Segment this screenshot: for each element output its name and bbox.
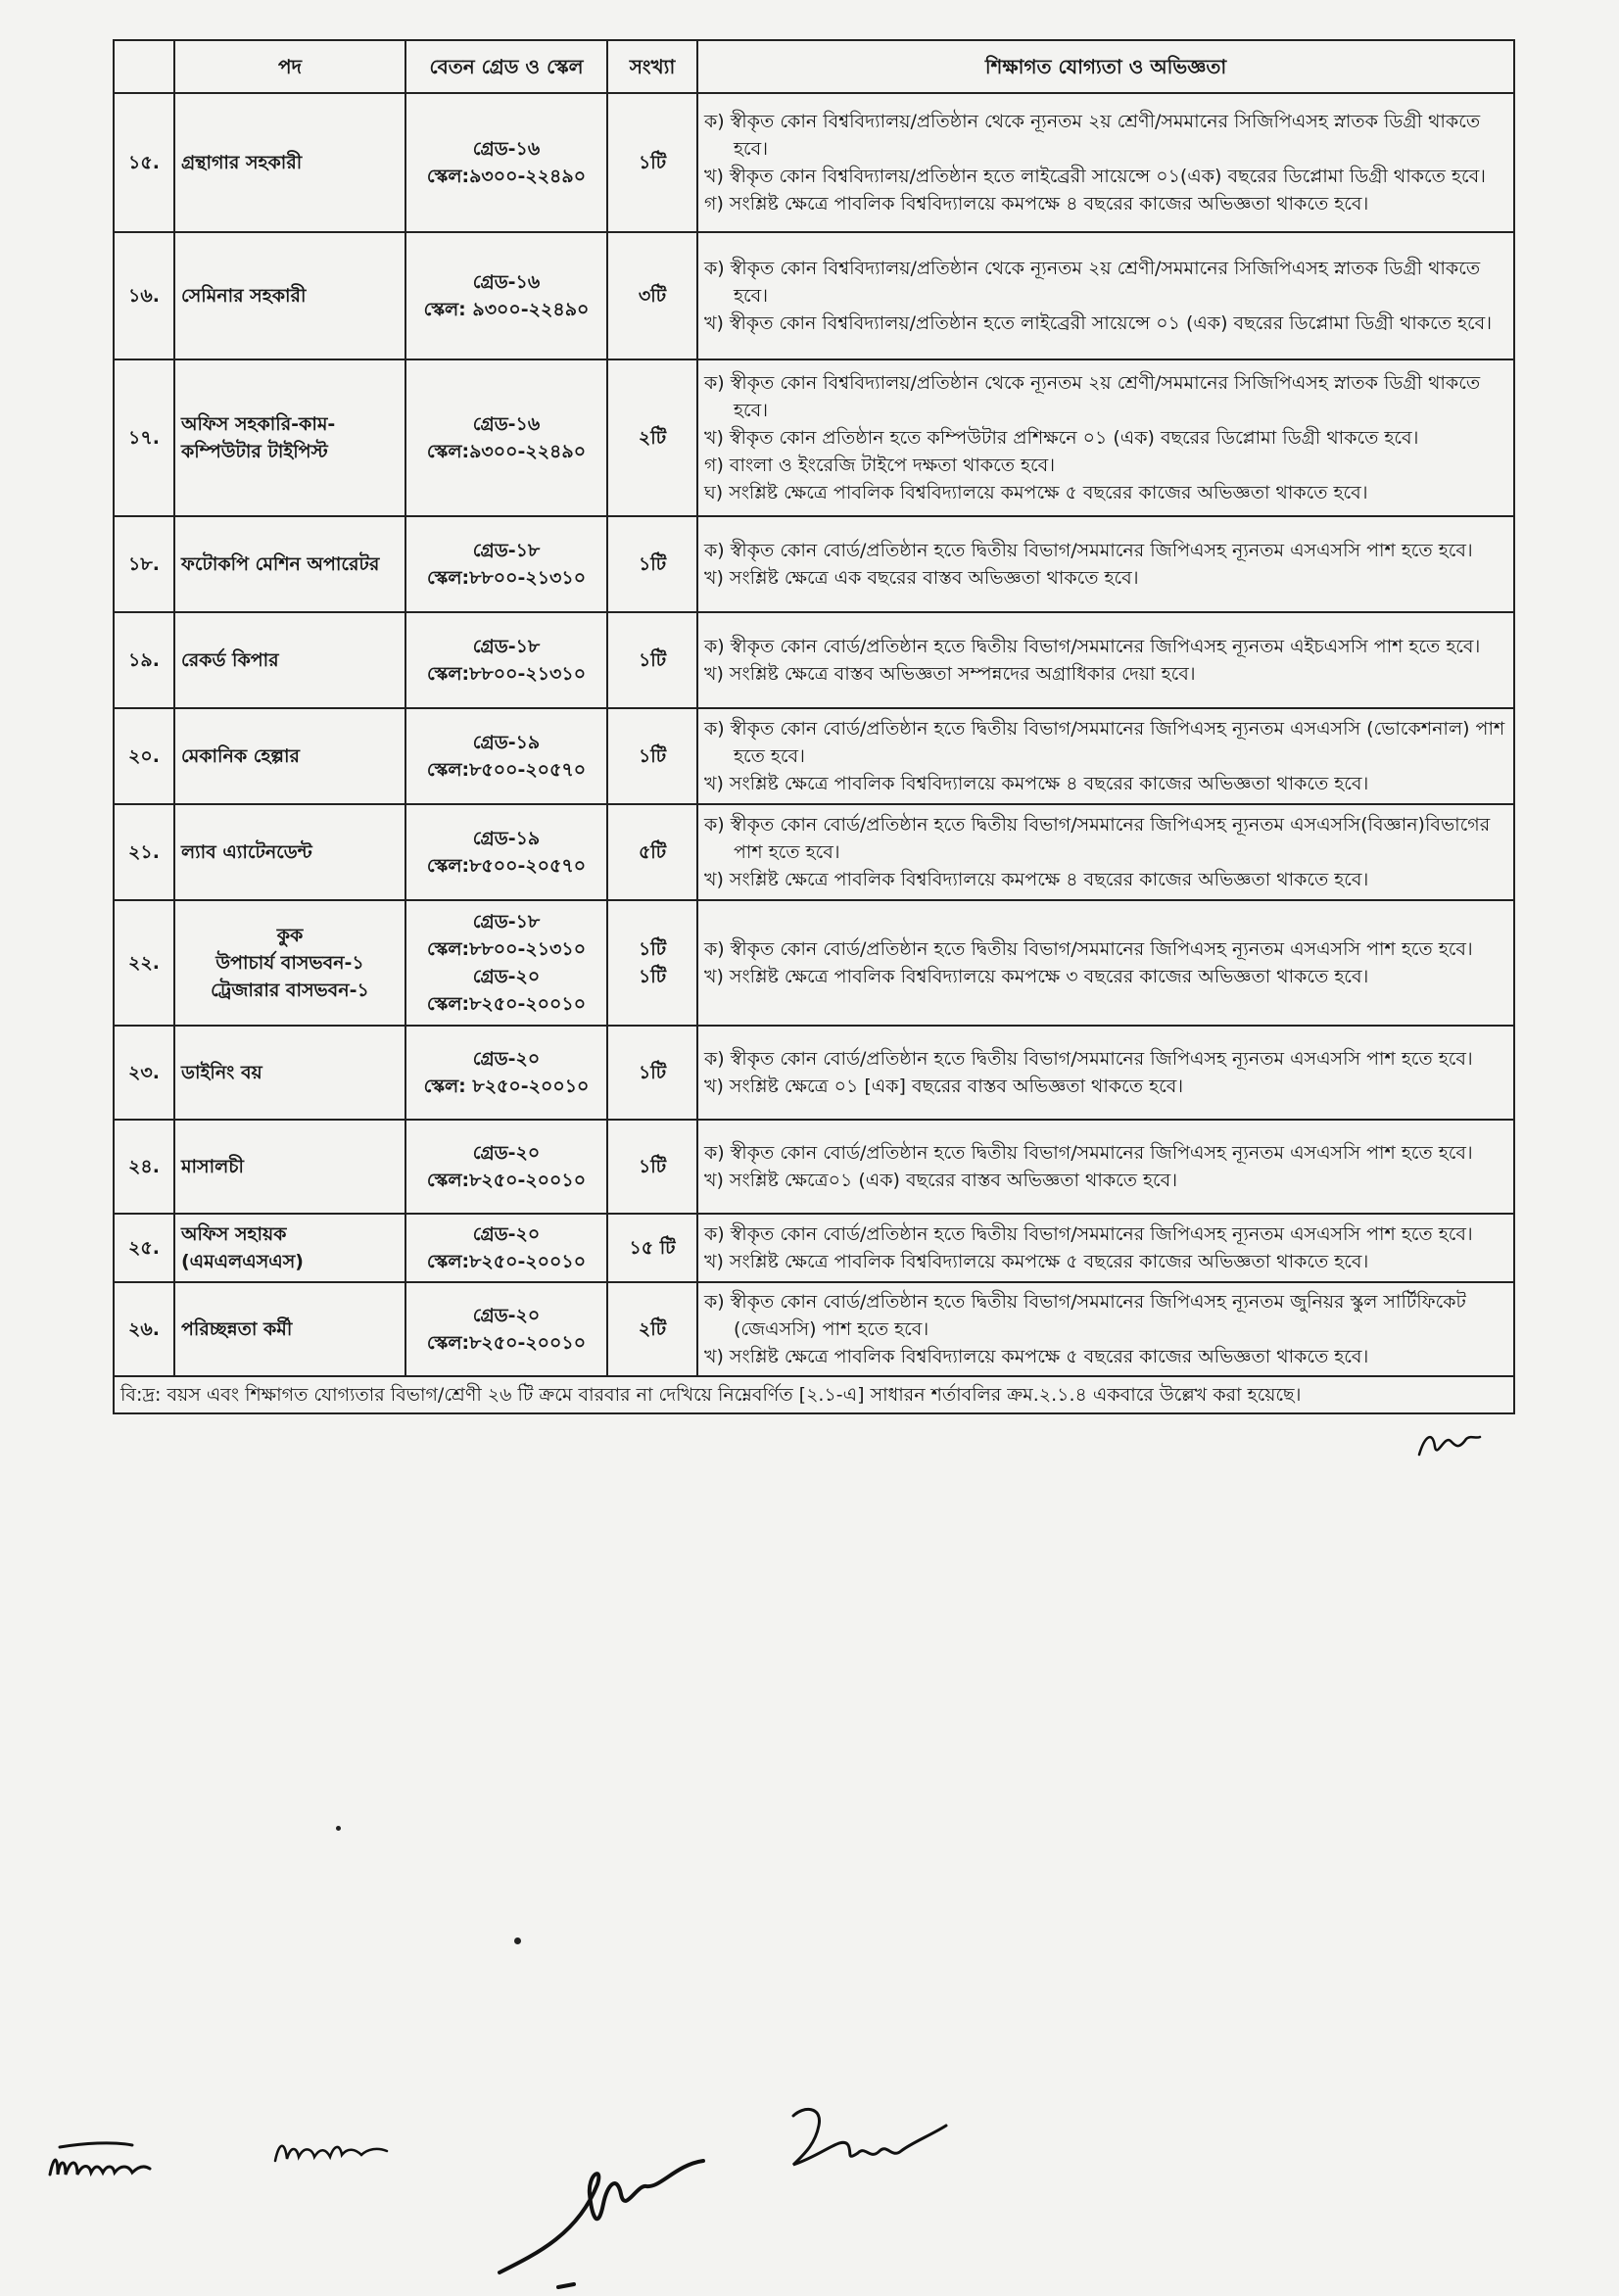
qualification-item: ক) স্বীকৃত কোন বোর্ড/প্রতিষ্ঠান হতে দ্বিতীয় বিভাগ/সমমানের জিপিএসহ ন্যূনতম এসএসসি পাশ হতে হবে।	[704, 1142, 1473, 1164]
table-row	[114, 900, 1514, 1026]
row-scale	[405, 1120, 607, 1214]
row-post-line: কুক	[276, 925, 304, 946]
qualification-item: ক) স্বীকৃত কোন বোর্ড/প্রতিষ্ঠান হতে দ্বিতীয় বিভাগ/সমমানের জিপিএসহ ন্যূনতম এসএসসি পাশ হতে হবে।	[704, 1223, 1473, 1245]
row-scale-range: স্কেল:৮২৫০-২০০১০	[426, 1332, 587, 1354]
qualification-item: খ) সংশ্লিষ্ট ক্ষেত্রে পাবলিক বিশ্ববিদ্যালয়ে কমপক্ষে ৩ বছরের কাজের অভিজ্ঞতা থাকতে হবে।	[704, 966, 1369, 987]
row-serial: ১৫.	[114, 93, 174, 232]
row-scale	[405, 359, 607, 516]
table-row	[114, 612, 1514, 708]
table-header-row	[114, 40, 1514, 93]
row-serial: ২০.	[114, 708, 174, 804]
row-scale	[405, 516, 607, 612]
row-count-line: ১টি	[638, 966, 667, 987]
row-scale-range: স্কেল:৯৩০০-২২৪৯০	[426, 441, 587, 462]
row-qualifications	[697, 359, 1514, 516]
row-grade: গ্রেড-১৮	[472, 636, 541, 657]
qualification-item: খ) সংশ্লিষ্ট ক্ষেত্রে বাস্তব অভিজ্ঞতা সম্পন্নদের অগ্রাধিকার দেয়া হবে।	[704, 663, 1196, 685]
row-post: গ্রন্থাগার সহকারী	[174, 93, 405, 232]
signature-1-drawing	[44, 2135, 191, 2194]
signature-2-drawing	[269, 2126, 416, 2175]
row-serial: ১৮.	[114, 516, 174, 612]
row-grade: গ্রেড-১৮	[472, 540, 541, 561]
row-count: ১টি	[607, 1120, 697, 1214]
row-qualifications	[697, 1026, 1514, 1120]
qualification-item: খ) সংশ্লিষ্ট ক্ষেত্রে ০১ [এক] বছরের বাস্তব অভিজ্ঞতা থাকতে হবে।	[704, 1076, 1184, 1097]
qualification-item: খ) সংশ্লিষ্ট ক্ষেত্রে এক বছরের বাস্তব অভিজ্ঞতা থাকতে হবে।	[704, 567, 1139, 589]
row-scale	[405, 93, 607, 232]
qualification-item: ক) স্বীকৃত কোন বোর্ড/প্রতিষ্ঠান হতে দ্বিতীয় বিভাগ/সমমানের জিপিএসহ ন্যূনতম এসএসসি পাশ হতে হবে।	[704, 540, 1473, 561]
qualification-item: ক) স্বীকৃত কোন বোর্ড/প্রতিষ্ঠান হতে দ্বিতীয় বিভাগ/সমমানের জিপিএসহ ন্যূনতম এসএসসি পাশ হতে হবে।	[704, 938, 1473, 960]
row-qualifications	[697, 1120, 1514, 1214]
qualification-item: ক) স্বীকৃত কোন বিশ্ববিদ্যালয়/প্রতিষ্ঠান থেকে ন্যূনতম ২য় শ্রেণী/সমমানের সিজিপিএসহ স্নাতক ডিগ্রী থাকতে হবে।	[704, 258, 1481, 307]
qualification-item: খ) স্বীকৃত কোন বিশ্ববিদ্যালয়/প্রতিষ্ঠান হতে লাইব্রেরী সায়েন্সে ০১ (এক) বছরের ডিপ্লোমা ডিগ্রী থাকতে হবে।	[704, 312, 1492, 334]
qualification-item: খ) স্বীকৃত কোন প্রতিষ্ঠান হতে কম্পিউটার প্রশিক্ষনে ০১ (এক) বছরের ডিপ্লোমা ডিগ্রী থাকতে হবে।	[704, 427, 1419, 449]
row-grade: গ্রেড-২০	[472, 1142, 541, 1164]
row-qualifications	[697, 232, 1514, 359]
row-count	[607, 900, 697, 1026]
row-qualifications	[697, 516, 1514, 612]
table-row	[114, 1282, 1514, 1376]
row-post-line: (এমএলএসএস)	[181, 1251, 304, 1272]
row-grade: গ্রেড-১৬	[472, 271, 541, 293]
row-post	[174, 1214, 405, 1282]
row-grade: গ্রেড-২০	[472, 1305, 541, 1326]
qualification-item: খ) সংশ্লিষ্ট ক্ষেত্রে০১ (এক) বছরের বাস্তব অভিজ্ঞতা থাকতে হবে।	[704, 1170, 1178, 1191]
row-count: ২টি	[607, 359, 697, 516]
row-qualifications	[697, 1214, 1514, 1282]
qualification-item: ক) স্বীকৃত কোন বোর্ড/প্রতিষ্ঠান হতে দ্বিতীয় বিভাগ/সমমানের জিপিএসহ ন্যূনতম জুনিয়র স্কুল সার্টিফিকেট (জেএসসি) পাশ হতে হবে।	[704, 1291, 1466, 1340]
row-scale	[405, 232, 607, 359]
row-grade: গ্রেড-১৬	[472, 138, 541, 160]
table-row	[114, 708, 1514, 804]
row-post: রেকর্ড কিপার	[174, 612, 405, 708]
header-count: সংখ্যা	[607, 40, 697, 93]
table-row	[114, 1120, 1514, 1214]
row-scale	[405, 1214, 607, 1282]
row-qualifications	[697, 804, 1514, 900]
row-post: ফটোকপি মেশিন অপারেটর	[174, 516, 405, 612]
row-post	[174, 900, 405, 1026]
qualification-item: ক) স্বীকৃত কোন বিশ্ববিদ্যালয়/প্রতিষ্ঠান থেকে ন্যূনতম ২য় শ্রেণী/সমমানের সিজিপিএসহ স্নাতক ডিগ্রী থাকতে হবে।	[704, 111, 1481, 160]
row-qualifications	[697, 612, 1514, 708]
row-scale-range: স্কেল:৮৮০০-২১৩১০	[426, 938, 587, 960]
qualification-item: ক) স্বীকৃত কোন বোর্ড/প্রতিষ্ঠান হতে দ্বিতীয় বিভাগ/সমমানের জিপিএসহ ন্যূনতম এসএসসি পাশ হতে হবে।	[704, 1048, 1473, 1070]
row-scale-range: স্কেল:৮৮০০-২১৩১০	[426, 663, 587, 685]
table-row	[114, 232, 1514, 359]
signature-1	[44, 2135, 191, 2198]
row-scale-range: স্কেল:৮২৫০-২০০১০	[426, 1170, 587, 1191]
signature-4-drawing	[764, 2096, 960, 2194]
row-serial: ১৭.	[114, 359, 174, 516]
initial-signature	[1415, 1425, 1484, 1468]
row-scale	[405, 708, 607, 804]
qualification-item: খ) সংশ্লিষ্ট ক্ষেত্রে পাবলিক বিশ্ববিদ্যালয়ে কমপক্ষে ৪ বছরের কাজের অভিজ্ঞতা থাকতে হবে।	[704, 869, 1369, 890]
row-count: ১টি	[607, 516, 697, 612]
qualification-item: গ) সংশ্লিষ্ট ক্ষেত্রে পাবলিক বিশ্ববিদ্যালয়ে কমপক্ষে ৪ বছরের কাজের অভিজ্ঞতা থাকতে হবে।	[704, 193, 1369, 215]
signature-2	[269, 2126, 416, 2178]
row-post-line: ট্রেজারার বাসভবন-১	[211, 980, 369, 1001]
row-serial: ২২.	[114, 900, 174, 1026]
row-qualifications	[697, 900, 1514, 1026]
row-grade: গ্রেড-১৬	[472, 413, 541, 435]
qualification-item: খ) স্বীকৃত কোন বিশ্ববিদ্যালয়/প্রতিষ্ঠান হতে লাইব্রেরী সায়েন্সে ০১(এক) বছরের ডিপ্লোমা ডিগ্রী থাকতে হবে।	[704, 166, 1486, 187]
row-serial: ১৯.	[114, 612, 174, 708]
row-serial: ২১.	[114, 804, 174, 900]
row-count: ১টি	[607, 708, 697, 804]
row-count: ৩টি	[607, 232, 697, 359]
posts-table	[113, 39, 1515, 1414]
row-scale-range: স্কেল:৮২৫০-২০০১০	[426, 993, 587, 1015]
row-post: ডাইনিং বয়	[174, 1026, 405, 1120]
row-post: সেমিনার সহকারী	[174, 232, 405, 359]
row-grade: গ্রেড-২০	[472, 1048, 541, 1070]
row-grade: গ্রেড-২০	[472, 1223, 541, 1245]
row-grade: গ্রেড-১৮	[472, 911, 541, 933]
row-qualifications	[697, 1282, 1514, 1376]
row-grade: গ্রেড-১৯	[472, 828, 541, 849]
row-serial: ২৪.	[114, 1120, 174, 1214]
row-scale	[405, 1282, 607, 1376]
qualification-item: গ) বাংলা ও ইংরেজি টাইপে দক্ষতা থাকতে হবে।	[704, 454, 1056, 476]
row-scale	[405, 1026, 607, 1120]
row-count: ১টি	[607, 93, 697, 232]
row-scale	[405, 612, 607, 708]
row-serial: ২৬.	[114, 1282, 174, 1376]
table-row	[114, 359, 1514, 516]
header-serial	[114, 40, 174, 93]
qualification-item: ক) স্বীকৃত কোন বোর্ড/প্রতিষ্ঠান হতে দ্বিতীয় বিভাগ/সমমানের জিপিএসহ ন্যূনতম এসএসসি (ভোকেশনাল) পাশ হতে হবে।	[704, 718, 1505, 767]
table-row	[114, 1214, 1514, 1282]
row-post-line: অফিস সহায়ক	[181, 1223, 287, 1245]
row-qualifications	[697, 93, 1514, 232]
row-grade: গ্রেড-১৯	[472, 732, 541, 753]
row-scale	[405, 900, 607, 1026]
row-post: অফিস সহকারি-কাম-কম্পিউটার টাইপিস্ট	[174, 359, 405, 516]
row-qualifications	[697, 708, 1514, 804]
row-grade: গ্রেড-২০	[472, 966, 541, 987]
footnote: বি:দ্র: বয়স এবং শিক্ষাগত যোগ্যতার বিভাগ/শ্রেণী ২৬ টি ক্রমে বারবার না দেখিয়ে নিম্নেবর্ণিত [২.১-এ] সাধারন শর্তাবলির ক্রম.২.১.৪ একবারে উল্লেখ করা হয়েছে।	[114, 1376, 1514, 1413]
table-row	[114, 93, 1514, 232]
header-qualification: শিক্ষাগত যোগ্যতা ও অভিজ্ঞতা	[697, 40, 1514, 93]
stray-dot	[514, 1937, 521, 1944]
table-row	[114, 1026, 1514, 1120]
row-scale-range: স্কেল: ৯৩০০-২২৪৯০	[423, 299, 590, 320]
qualification-item: ক) স্বীকৃত কোন বিশ্ববিদ্যালয়/প্রতিষ্ঠান থেকে ন্যূনতম ২য় শ্রেণী/সমমানের সিজিপিএসহ স্নাতক ডিগ্রী থাকতে হবে।	[704, 372, 1481, 421]
row-post: ল্যাব এ্যাটেনডেন্ট	[174, 804, 405, 900]
stray-dot	[336, 1826, 341, 1831]
qualification-item: খ) সংশ্লিষ্ট ক্ষেত্রে পাবলিক বিশ্ববিদ্যালয়ে কমপক্ষে ৫ বছরের কাজের অভিজ্ঞতা থাকতে হবে।	[704, 1251, 1369, 1272]
row-scale-range: স্কেল:৮৮০০-২১৩১০	[426, 567, 587, 589]
initial-signature-drawing	[1415, 1425, 1484, 1464]
qualification-item: খ) সংশ্লিষ্ট ক্ষেত্রে পাবলিক বিশ্ববিদ্যালয়ে কমপক্ষে ৫ বছরের কাজের অভিজ্ঞতা থাকতে হবে।	[704, 1346, 1369, 1367]
row-count-line: ১টি	[638, 938, 667, 960]
row-count: ৫টি	[607, 804, 697, 900]
row-scale-range: স্কেল:৯৩০০-২২৪৯০	[426, 166, 587, 187]
qualification-item: খ) সংশ্লিষ্ট ক্ষেত্রে পাবলিক বিশ্ববিদ্যালয়ে কমপক্ষে ৪ বছরের কাজের অভিজ্ঞতা থাকতে হবে।	[704, 773, 1369, 794]
row-count: ২টি	[607, 1282, 697, 1376]
row-serial: ২৩.	[114, 1026, 174, 1120]
row-scale-range: স্কেল:৮২৫০-২০০১০	[426, 1251, 587, 1272]
row-post: পরিচ্ছন্নতা কর্মী	[174, 1282, 405, 1376]
row-scale	[405, 804, 607, 900]
row-scale-range: স্কেল:৮৫০০-২০৫৭০	[426, 855, 587, 877]
row-scale-range: স্কেল: ৮২৫০-২০০১০	[423, 1076, 590, 1097]
qualification-item: ক) স্বীকৃত কোন বোর্ড/প্রতিষ্ঠান হতে দ্বিতীয় বিভাগ/সমমানের জিপিএসহ ন্যূনতম এইচএসসি পাশ হতে হবে।	[704, 636, 1481, 657]
row-count: ১টি	[607, 1026, 697, 1120]
row-scale-range: স্কেল:৮৫০০-২০৫৭০	[426, 759, 587, 781]
row-post: মাসালচী	[174, 1120, 405, 1214]
row-post-line: উপাচার্য বাসভবন-১	[215, 952, 364, 974]
qualification-item: ঘ) সংশ্লিষ্ট ক্ষেত্রে পাবলিক বিশ্ববিদ্যালয়ে কমপক্ষে ৫ বছরের কাজের অভিজ্ঞতা থাকতে হবে।	[704, 482, 1368, 503]
table-row	[114, 804, 1514, 900]
row-serial: ১৬.	[114, 232, 174, 359]
header-post: পদ	[174, 40, 405, 93]
signature-3	[480, 2126, 715, 2296]
qualification-item: ক) স্বীকৃত কোন বোর্ড/প্রতিষ্ঠান হতে দ্বিতীয় বিভাগ/সমমানের জিপিএসহ ন্যূনতম এসএসসি(বিজ্ঞান)বিভাগের পাশ হতে হবে।	[704, 814, 1491, 863]
row-post: মেকানিক হেল্পার	[174, 708, 405, 804]
note-row	[114, 1376, 1514, 1413]
header-scale: বেতন গ্রেড ও স্কেল	[405, 40, 607, 93]
signature-3-drawing	[480, 2126, 715, 2292]
row-serial: ২৫.	[114, 1214, 174, 1282]
row-count: ১টি	[607, 612, 697, 708]
signature-4	[764, 2096, 960, 2198]
row-count: ১৫ টি	[607, 1214, 697, 1282]
table-row	[114, 516, 1514, 612]
